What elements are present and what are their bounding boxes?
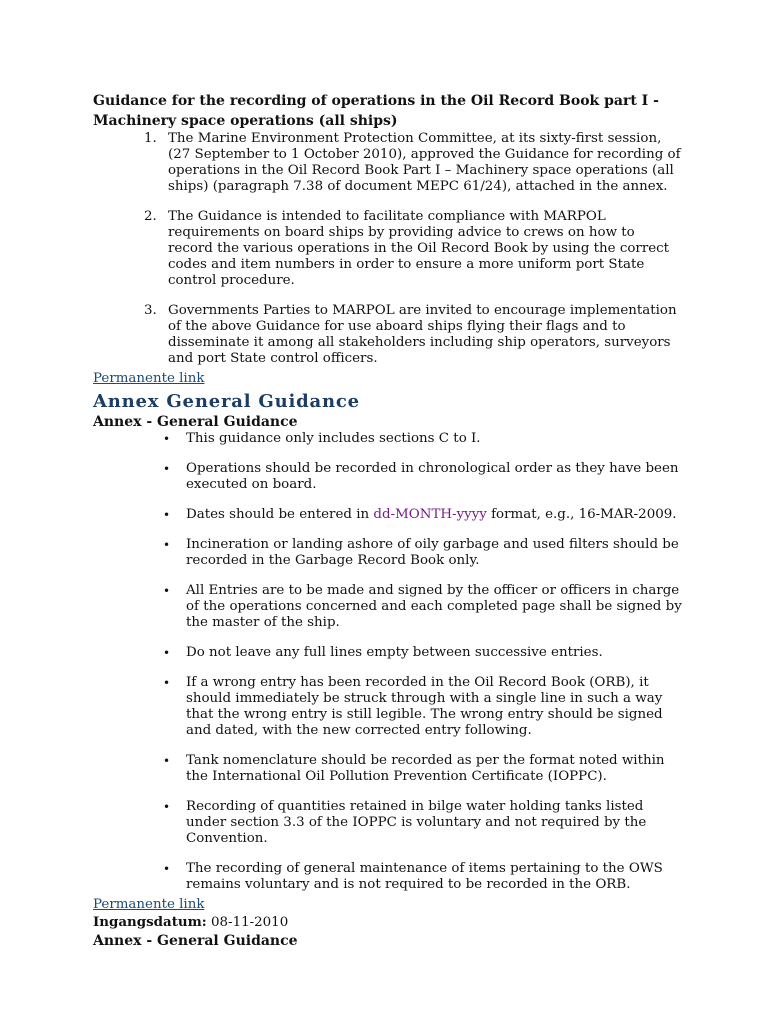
list-item (163, 537, 683, 569)
bullet-icon: • (163, 538, 171, 552)
list-item (163, 861, 683, 893)
bullet-icon: • (163, 462, 171, 476)
list-item (144, 209, 683, 289)
list-item (163, 753, 683, 785)
bullet-icon: • (163, 800, 171, 814)
list-item (163, 461, 683, 493)
item-text: Governments Parties to MARPOL are invited to encourage implementation of the above Guidance for use aboard ships flying their flags and to disseminate it among all stakeholders including ship operators, surveyors and port State control officers. (168, 303, 677, 366)
document-page (93, 91, 683, 950)
list-item (163, 507, 683, 523)
section-heading: Annex General Guidance (93, 391, 360, 412)
item-text: All Entries are to be made and signed by the officer or officers in charge of the operations concerned and each completed page shall be signed by the master of the ship. (186, 583, 682, 630)
list-item (163, 583, 683, 631)
item-text: If a wrong entry has been recorded in the Oil Record Book (ORB), it should immediately be struck through with a single line in such a way that the wrong entry is still legible. The wrong entry should be signed and dated, with the new corrected entry following. (186, 675, 663, 738)
item-text: Do not leave any full lines empty between successive entries. (186, 645, 603, 660)
item-text-prefix: Dates should be entered in (186, 507, 374, 522)
bullet-icon: • (163, 862, 171, 876)
list-item (163, 675, 683, 739)
item-number: 1. (144, 131, 157, 146)
item-text: The recording of general maintenance of items pertaining to the OWS remains voluntary and is not required to be recorded in the ORB. (186, 861, 663, 892)
document-title: Guidance for the recording of operations in the Oil Record Book part I - Machinery space operations (all ships) (93, 93, 659, 129)
item-text: Tank nomenclature should be recorded as per the format noted within the International Oil Pollution Prevention Certificate (IOPPC). (186, 753, 665, 784)
bullet-icon: • (163, 508, 171, 522)
item-text-suffix: format, e.g., 16-MAR-2009. (486, 507, 677, 522)
permanent-link-2[interactable]: Permanente link (93, 897, 205, 912)
effective-date-value: 08-11-2010 (206, 915, 289, 930)
effective-date-label: Ingangsdatum: (93, 914, 207, 930)
item-text: Operations should be recorded in chronological order as they have been executed on board. (186, 461, 679, 492)
bullet-icon: • (163, 676, 171, 690)
list-item (163, 431, 683, 447)
list-item (163, 799, 683, 847)
annex-subheading: Annex - General Guidance (93, 414, 298, 430)
bullet-icon: • (163, 432, 171, 446)
item-text: This guidance only includes sections C to I. (186, 431, 481, 446)
item-text: Incineration or landing ashore of oily garbage and used filters should be recorded in the Garbage Record Book only. (186, 537, 679, 568)
bullet-icon: • (163, 584, 171, 598)
guidance-bullet-list (93, 431, 683, 893)
item-text: The Guidance is intended to facilitate compliance with MARPOL requirements on board ships by providing advice to crews on how to record the various operations in the Oil Record Book by using the correct codes and item numbers in order to ensure a more uniform port State control procedure. (168, 209, 670, 288)
bullet-icon: • (163, 754, 171, 768)
numbered-list (93, 131, 683, 367)
bullet-icon: • (163, 646, 171, 660)
list-item (144, 303, 683, 367)
item-number: 2. (144, 209, 157, 224)
effective-date-row (93, 913, 683, 932)
item-number: 3. (144, 303, 157, 318)
date-format-highlight: dd-MONTH-yyyy (373, 507, 487, 522)
item-text: Recording of quantities retained in bilge water holding tanks listed under section 3.3 of the IOPPC is voluntary and not required by the Convention. (186, 799, 647, 846)
list-item (144, 131, 683, 195)
list-item (163, 645, 683, 661)
footer-annex-heading: Annex - General Guidance (93, 933, 298, 949)
item-text: The Marine Environment Protection Committee, at its sixty-first session, (27 September to 1 October 2010), approved the Guidance for recording of operations in the Oil Record Book Part I – Machinery space operations (all ships) (paragraph 7.38 of document MEPC 61/24), attached in the annex. (168, 131, 681, 194)
permanent-link-1[interactable]: Permanente link (93, 371, 205, 386)
